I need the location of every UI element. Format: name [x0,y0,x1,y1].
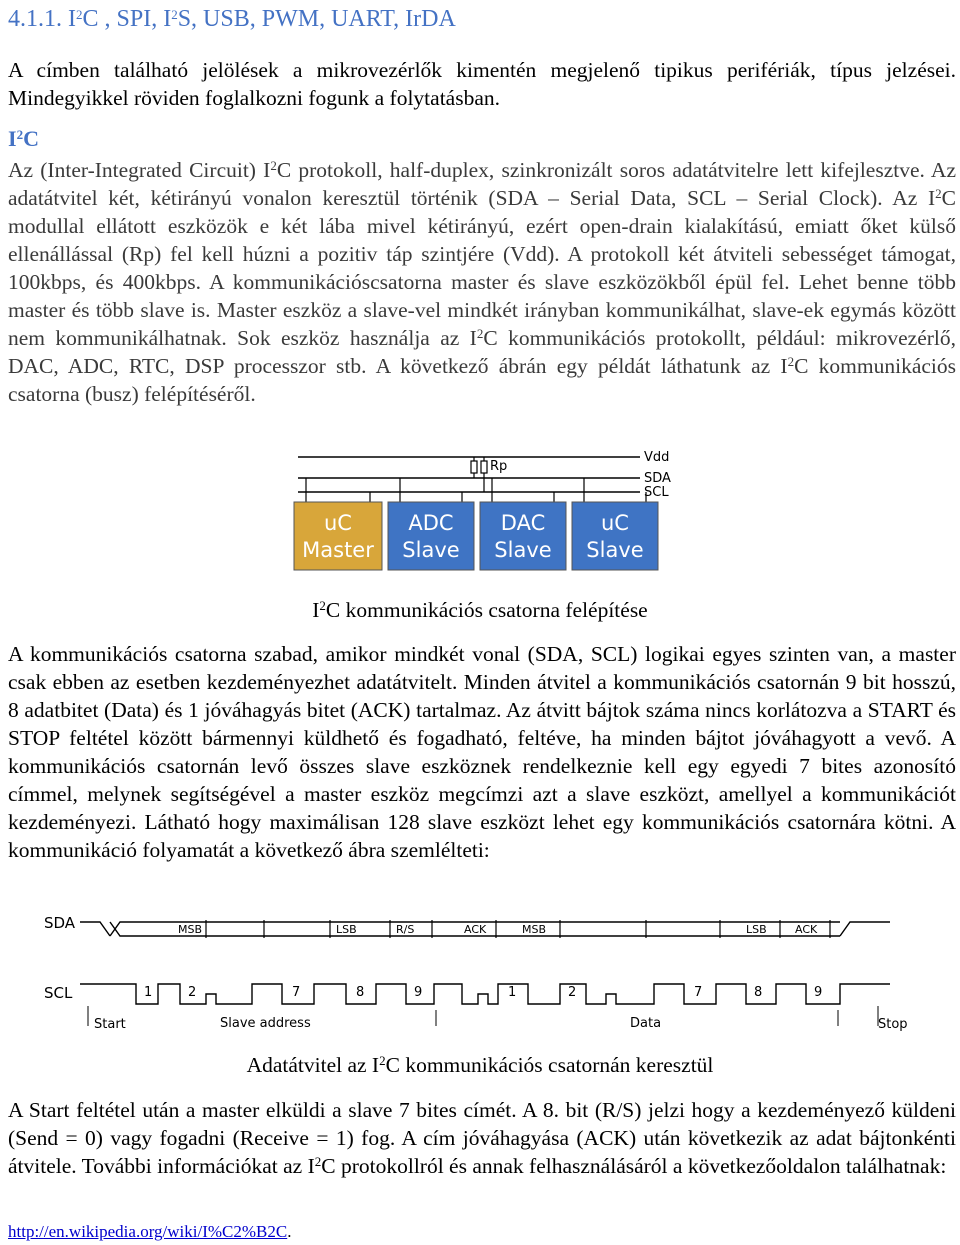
clock-num-2b: 2 [568,985,577,1000]
heading-sup-1: 2 [76,7,83,22]
sda-label: SDA [644,471,671,486]
caption1-tail: C kommunikációs csatorna felépítése [325,598,648,622]
heading-text-3: S, USB, PWM, UART, IrDA [177,6,456,32]
timing-sda-label: SDA [44,914,76,932]
section-number: 4.1.1. [8,6,62,32]
device-uc-slave-line2: Slave [586,538,644,562]
heading-text-2: C , SPI, I [82,6,172,32]
para1-text-5: C kommunikációs csatorna (busz) felépítéséről. [8,354,956,406]
device-uc-master-line1: uC [324,511,352,535]
caption2-sup: 2 [379,1053,386,1068]
clock-num-1b: 1 [508,985,517,1000]
heading-text-1: I [68,6,76,32]
timing-brackets [88,1006,878,1026]
clock-num-1a: 1 [144,985,153,1000]
clock-num-9a: 9 [414,985,423,1000]
section-heading [8,6,456,33]
para1-sup-4: 2 [787,354,795,369]
device-dac-slave-line1: DAC [500,511,546,535]
device-uc-slave [572,502,658,570]
vdd-label: Vdd [644,450,670,465]
device-adc-slave-line1: ADC [408,511,454,535]
link-trail: . [287,1222,292,1241]
rp2-resistor [481,461,487,473]
label-data: Data [630,1016,662,1031]
timing-diagram-caption [0,1053,960,1078]
reference-link-line [8,1222,291,1242]
clock-num-2a: 2 [188,985,197,1000]
i2c-subheading [8,126,39,152]
field-rs: R/S [396,923,415,936]
para3-text-2: C protokollról és annak felhasználásáról a következőoldalon találhatnak: [321,1154,947,1178]
i2c-heading-tail: C [23,126,39,151]
clock-num-9b: 9 [814,985,823,1000]
device-uc-master-line2: Master [302,538,374,562]
rp1-resistor [471,461,477,473]
i2c-heading-base: I [8,126,17,151]
clock-num-8a: 8 [356,985,365,1000]
para1-sup-2: 2 [935,186,942,201]
intro-paragraph: A címben található jelölések a mikrovezérlők kimentén megjelenő tipikus perifériák, típus jelzései. Mindegyikkel röviden foglalkozni fogunk a folytatásban. [8,58,956,110]
device-uc-slave-line1: uC [601,511,629,535]
heading-sup-2: 2 [171,7,178,22]
label-start: Start [94,1017,126,1032]
caption1-sup: 2 [319,598,326,613]
i2c-description-paragraph [8,156,956,408]
rp-label: Rp [490,459,508,474]
scl-clock-numbers [144,985,822,1000]
field-msb-1: MSB [178,923,203,936]
para1-text-4: C kommunikációs protokollt, például: mikrovezérlő, DAC, ADC, RTC, DSP processzor stb. A következő ábrán egy példát láthatunk az I [8,326,956,378]
device-dac-slave [480,502,566,570]
clock-num-8b: 8 [754,985,763,1000]
caption2-tail: C kommunikációs csatornán keresztül [385,1053,714,1077]
field-msb-2: MSB [522,923,547,936]
i2c-bus-diagram [290,448,680,583]
label-slave-address: Slave address [220,1016,311,1031]
i2c-heading-sup: 2 [16,127,24,142]
sda-field-labels [178,923,818,936]
i2c-timing-diagram [40,910,920,1035]
para3-text-1: A Start feltétel után a master elküldi a slave 7 bites címét. A 8. bit (R/S) jelzi hogy a kezdeményező küldeni (Send = 0) vagy fogadni (Receive = 1) fog. A cím jóváhagyása (ACK) után következik az adat bájtonkénti átvitele. További információkat az I [8,1098,956,1178]
device-adc-slave [388,502,474,570]
communication-paragraph: A kommunikációs csatorna szabad, amikor mindkét vonal (SDA, SCL) logikai egyes szinten van, a master csak ebben az esetben kezdeményezhet adatátvitelt. Minden átvitel a kommunikációs csatornán 9 bit hosszú, 8 adatbitet (Data) és 1 jóváhagyás bitet (ACK) tartalmaz. Az átvitt bájtok száma nincs korlátozva a START és STOP feltétel között bármennyi küldhető és fogadható, feltéve, ha minden bájtot jóváhagyott a vevő. A kommunikációs csatornán levő összes slave eszköznek rendelkeznie kell egy egyedi 7 bites azonosító címmel, melynek segítségével a master eszköz megcímzi azt a slave eszközt, amellyel a kommunikációt kezdeményezi. Látható hogy maximálisan 128 slave eszközt lehet egy kommunikációs csatornára kötni. A kommunikáció folyamatát a következő ábra szemlélteti: [8,642,956,862]
scl-waveform [80,984,890,1004]
sda-field-dividers [206,920,830,938]
caption1-base: I [312,598,320,622]
clock-num-7b: 7 [694,985,703,1000]
caption2-base: Adatátvitel az I [246,1053,380,1077]
timing-bottom-labels [94,1016,908,1032]
para1-sup-3: 2 [476,326,484,341]
para1-text-2: C protokoll, half-duplex, szinkronizált soros adatátvitelre lett kifejlesztve. Az adatátvitel két, kétirányú vonalon keresztül történik (SDA – Serial Data, SCL – Serial Clock). Az I [8,158,956,210]
start-condition-paragraph [8,1096,956,1180]
clock-num-7a: 7 [292,985,301,1000]
label-stop: Stop [878,1017,908,1032]
para1-text-3: C modullal ellátott eszközök e két lába mivel kétirányú, ezért open-drain kialakítású, emiatt őket külső ellenállással (Rp) fel kell húzni a pozitiv táp szintjére (Vdd). A protokoll két átviteli sebességet támogat, 100kbps, és 400kbps. A kommunikációscsatorna master és slave eszközökből épül fel. Lehet benne több master és több slave is. Master eszköz a slave-vel mindkét irányban kommunikálhat, slave-ek egymás között nem kommunikálhatnak. Sok eszköz használja az I [8,186,956,350]
field-lsb-2: LSB [746,923,767,936]
bus-diagram-caption [0,598,960,623]
field-ack-2: ACK [795,923,818,936]
timing-scl-label: SCL [44,984,73,1002]
field-lsb-1: LSB [336,923,357,936]
scl-label: SCL [644,485,669,500]
device-stubs [306,478,646,502]
device-dac-slave-line2: Slave [494,538,552,562]
device-adc-slave-line2: Slave [402,538,460,562]
device-uc-master [294,502,382,570]
para1-text-1: Az (Inter-Integrated Circuit) I [8,158,271,182]
field-ack-1: ACK [464,923,487,936]
para3-sup-1: 2 [314,1154,322,1169]
wikipedia-link[interactable]: http://en.wikipedia.org/wiki/I%C2%B2C [8,1222,288,1241]
para1-sup-1: 2 [270,158,277,173]
